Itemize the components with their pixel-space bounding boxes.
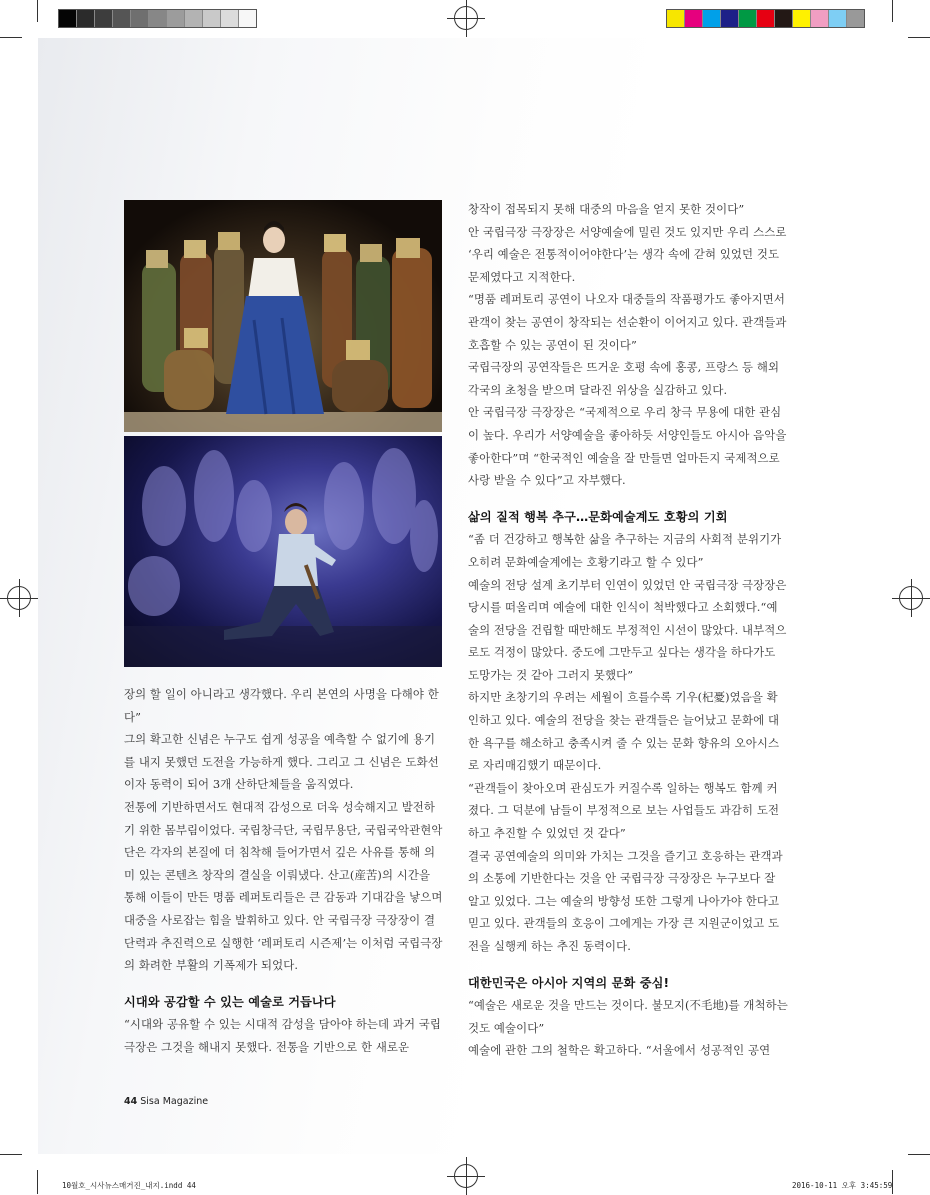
color-swatch bbox=[149, 10, 167, 27]
right-text-column bbox=[468, 198, 788, 1062]
stage-scene-illustration bbox=[124, 200, 442, 432]
section-heading: 시대와 공감할 수 있는 예술로 거듭나다 bbox=[124, 994, 336, 1009]
color-swatch bbox=[95, 10, 113, 27]
registration-mark-icon bbox=[7, 586, 31, 610]
stage-scene-illustration bbox=[124, 436, 442, 667]
photo-musical-performance bbox=[124, 436, 442, 667]
crop-mark bbox=[908, 1154, 930, 1155]
paragraph: 예술의 전당 설계 초기부터 인연이 있었던 안 국립극장 극장장은 당시를 떠올리며 예술에 대한 인식이 척박했다고 소회했다.“예술의 전당을 건립할 때만해도 부정적인 시선이 많았다. 내부적으로도 걱정이 많았다. 중도에 그만두고 싶다는 생각을 하다가도 도망가는 것 같아 그러지 못했다” bbox=[468, 577, 787, 682]
color-swatch bbox=[775, 10, 793, 27]
crop-mark bbox=[892, 0, 893, 22]
paragraph: 전통에 기반하면서도 현대적 감성으로 더욱 성숙해지고 발전하기 위한 몸부림이었다. 국립창극단, 국립무용단, 국립국악관현악단은 각자의 본질에 더 침착해 들어가면서 깊은 사유를 통해 의미 있는 콘텐츠 창작의 결실을 이뤄냈다. 산고(産苦)의 시간을 통해 이들이 만든 명품 레퍼토리들은 큰 감동과 기대감을 낳으며 대중을 사로잡는 힘을 발휘하고 있다. 안 국립극장 극장장이 결단력과 추진력으로 실행한 ‘레퍼토리 시즌제’는 이처럼 국립극장의 화려한 부활의 기폭제가 되었다. bbox=[124, 799, 443, 973]
color-swatch bbox=[131, 10, 149, 27]
color-swatch bbox=[221, 10, 239, 27]
color-swatch bbox=[203, 10, 221, 27]
paragraph: “좀 더 건강하고 행복한 삶을 추구하는 지금의 사회적 분위기가 오히려 문화예술계에는 호황기라고 할 수 있다” bbox=[468, 532, 782, 569]
magazine-name: Sisa Magazine bbox=[140, 1096, 209, 1107]
page-folio bbox=[124, 1096, 208, 1107]
registration-mark-icon bbox=[454, 1164, 478, 1188]
paragraph: 예술에 관한 그의 철학은 확고하다. “서울에서 성공적인 공연 bbox=[468, 1043, 771, 1058]
color-swatch bbox=[77, 10, 95, 27]
crop-mark bbox=[0, 37, 22, 38]
section-heading: 삶의 질적 행복 추구…문화예술계도 호황의 기회 bbox=[468, 509, 728, 524]
grayscale-color-bar bbox=[58, 9, 257, 28]
color-swatch bbox=[829, 10, 847, 27]
color-swatch bbox=[847, 10, 864, 27]
paragraph: “명품 레퍼토리 공연이 나오자 대중들의 작품평가도 좋아지면서 관객이 찾는 공연이 창작되는 선순환이 이어지고 있다. 관객들과 호흡할 수 있는 공연이 된 것이다” bbox=[468, 292, 787, 352]
color-swatch bbox=[167, 10, 185, 27]
color-swatch bbox=[739, 10, 757, 27]
color-swatch bbox=[239, 10, 256, 27]
paragraph: 그의 확고한 신념은 누구도 쉽게 성공을 예측할 수 없기에 용기를 내지 못했던 도전을 가능하게 했다. 그리고 그 신념은 도화선이자 동력이 되어 3개 산하단체들을 움직였다. bbox=[124, 732, 439, 792]
paragraph: 창작이 접목되지 못해 대중의 마음을 얻지 못한 것이다” bbox=[468, 202, 745, 216]
paragraph: 결국 공연예술의 의미와 가치는 그것을 즐기고 호응하는 관객과의 소통에 기반한다는 것을 안 국립극장 극장장은 누구보다 잘 알고 있었다. 그는 예술의 방향성 또한 그렇게 나아가야 한다고 믿고 있다. 관객들의 호응이 그에게는 가장 큰 지원군이었고 도전을 실행케 하는 추진 동력이다. bbox=[468, 848, 783, 953]
slug-filename: 10월호_시사뉴스매거진_내지.indd 44 bbox=[62, 1181, 196, 1190]
paragraph: 국립극장의 공연작들은 뜨거운 호평 속에 홍콩, 프랑스 등 해외 각국의 초청을 받으며 달라진 위상을 실감하고 있다. bbox=[468, 360, 780, 397]
color-swatch bbox=[757, 10, 775, 27]
crop-mark bbox=[0, 1154, 22, 1155]
paragraph: 장의 할 일이 아니라고 생각했다. 우리 본연의 사명을 다해야 한다” bbox=[124, 687, 439, 724]
paragraph: 하지만 초창기의 우려는 세월이 흐를수록 기우(杞憂)였음을 확인하고 있다. 예술의 전당을 찾는 관객들은 늘어났고 문화에 대한 욕구를 해소하고 충족시켜 줄 수 있는 문화 향유의 오아시스로 자리매김했기 때문이다. bbox=[468, 690, 780, 773]
paragraph: “예술은 새로운 것을 만드는 것이다. 불모지(不毛地)를 개척하는 것도 예술이다” bbox=[468, 998, 788, 1035]
paragraph: 안 국립극장 극장장은 “국제적으로 우리 창극 무용에 대한 관심이 높다. 우리가 서양예술을 좋아하듯 서양인들도 아시아 음악을 좋아한다”며 “한국적인 예술을 잘 만들면 얼마든지 국제적으로 사랑 받을 수 있다”고 자부했다. bbox=[468, 405, 787, 488]
color-swatch bbox=[685, 10, 703, 27]
section-heading: 대한민국은 아시아 지역의 문화 중심! bbox=[468, 975, 670, 990]
left-text-column bbox=[124, 683, 444, 1059]
color-swatch bbox=[703, 10, 721, 27]
paragraph: 안 국립극장 극장장은 서양예술에 밀린 것도 있지만 우리 스스로 ‘우리 예술은 전통적이어야한다’는 생각 속에 갇혀 있었던 것도 문제였다고 지적한다. bbox=[468, 224, 787, 284]
process-color-bar bbox=[666, 9, 865, 28]
crop-mark bbox=[37, 1170, 38, 1194]
page-number: 44 bbox=[124, 1096, 138, 1107]
color-swatch bbox=[185, 10, 203, 27]
registration-mark-icon bbox=[454, 6, 478, 30]
slug-timestamp: 2016-10-11 오후 3:45:59 bbox=[792, 1181, 893, 1190]
color-swatch bbox=[811, 10, 829, 27]
crop-mark bbox=[908, 37, 930, 38]
color-swatch bbox=[721, 10, 739, 27]
registration-mark-icon bbox=[899, 586, 923, 610]
paragraph: “시대와 공유할 수 있는 시대적 감성을 담아야 하는데 과거 국립극장은 그것을 해내지 못했다. 전통을 기반으로 한 새로운 bbox=[124, 1017, 441, 1054]
color-swatch bbox=[667, 10, 685, 27]
crop-mark bbox=[37, 0, 38, 22]
color-swatch bbox=[59, 10, 77, 27]
paragraph: “관객들이 찾아오며 관심도가 커질수록 일하는 행복도 함께 커졌다. 그 덕분에 남들이 부정적으로 보는 사업들도 과감히 도전하고 추진할 수 있었던 것 같다” bbox=[468, 780, 780, 841]
color-swatch bbox=[113, 10, 131, 27]
color-swatch bbox=[793, 10, 811, 27]
photo-changgeuk-performance bbox=[124, 200, 442, 432]
